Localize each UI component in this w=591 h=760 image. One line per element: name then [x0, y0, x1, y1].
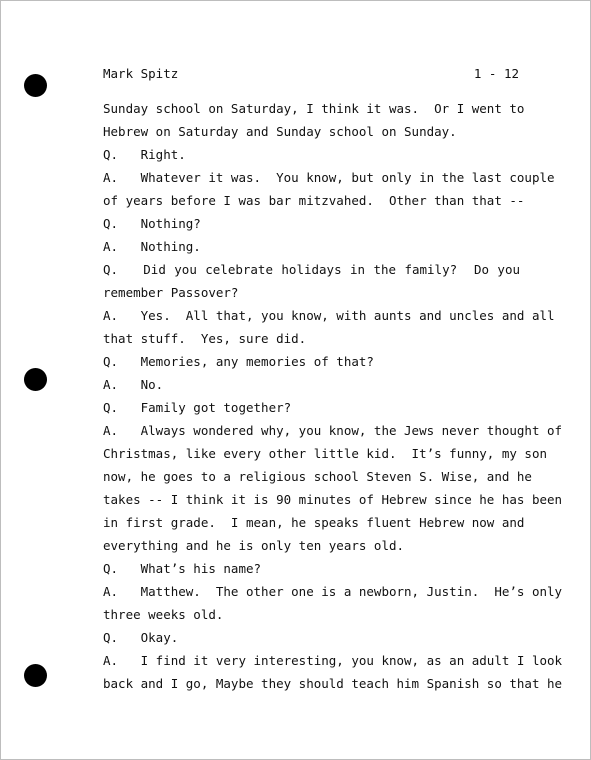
transcript-line: Q. Did you celebrate holidays in the family? Do you: [103, 262, 520, 277]
punch-hole-middle: [24, 368, 47, 391]
transcript-line: A. Always wondered why, you know, the Jews never thought of: [103, 423, 563, 438]
transcript-line: Q. Right.: [103, 147, 186, 162]
transcript-line: A. Whatever it was. You know, but only in the last couple: [103, 170, 555, 185]
page-number: 1 - 12: [473, 66, 519, 81]
transcript-line: takes -- I think it is 90 minutes of Hebrew since he has been: [103, 492, 563, 507]
transcript-line: three weeks old.: [103, 607, 224, 622]
transcript-line: A. No.: [103, 377, 164, 392]
transcript-line: A. I find it very interesting, you know, as an adult I look: [103, 653, 563, 668]
transcript-line: Christmas, like every other little kid. It’s funny, my son: [103, 446, 548, 461]
transcript-line: A. Yes. All that, you know, with aunts and uncles and all: [103, 308, 555, 323]
transcript-line: of years before I was bar mitzvahed. Other than that --: [103, 193, 525, 208]
interviewee-name: Mark Spitz: [103, 66, 179, 81]
transcript-line: A. Matthew. The other one is a newborn, Justin. He’s only: [103, 584, 563, 599]
transcript-body: [103, 97, 563, 695]
transcript-line: Q. Nothing?: [103, 216, 201, 231]
transcript-line: Q. Memories, any memories of that?: [103, 354, 374, 369]
transcript-line: remember Passover?: [103, 285, 239, 300]
transcript-line: Q. What’s his name?: [103, 561, 262, 576]
transcript-line: back and I go, Maybe they should teach him Spanish so that he: [103, 676, 563, 691]
transcript-line: everything and he is only ten years old.: [103, 538, 405, 553]
transcript-line: Sunday school on Saturday, I think it was. Or I went to: [103, 101, 525, 116]
transcript-line: in first grade. I mean, he speaks fluent Hebrew now and: [103, 515, 525, 530]
punch-hole-bottom: [24, 664, 47, 687]
transcript-line: now, he goes to a religious school Steven S. Wise, and he: [103, 469, 532, 484]
punch-hole-top: [24, 74, 47, 97]
transcript-line: Q. Okay.: [103, 630, 179, 645]
transcript-line: Hebrew on Saturday and Sunday school on Sunday.: [103, 124, 457, 139]
transcript-line: A. Nothing.: [103, 239, 201, 254]
transcript-line: Q. Family got together?: [103, 400, 292, 415]
transcript-line: that stuff. Yes, sure did.: [103, 331, 307, 346]
